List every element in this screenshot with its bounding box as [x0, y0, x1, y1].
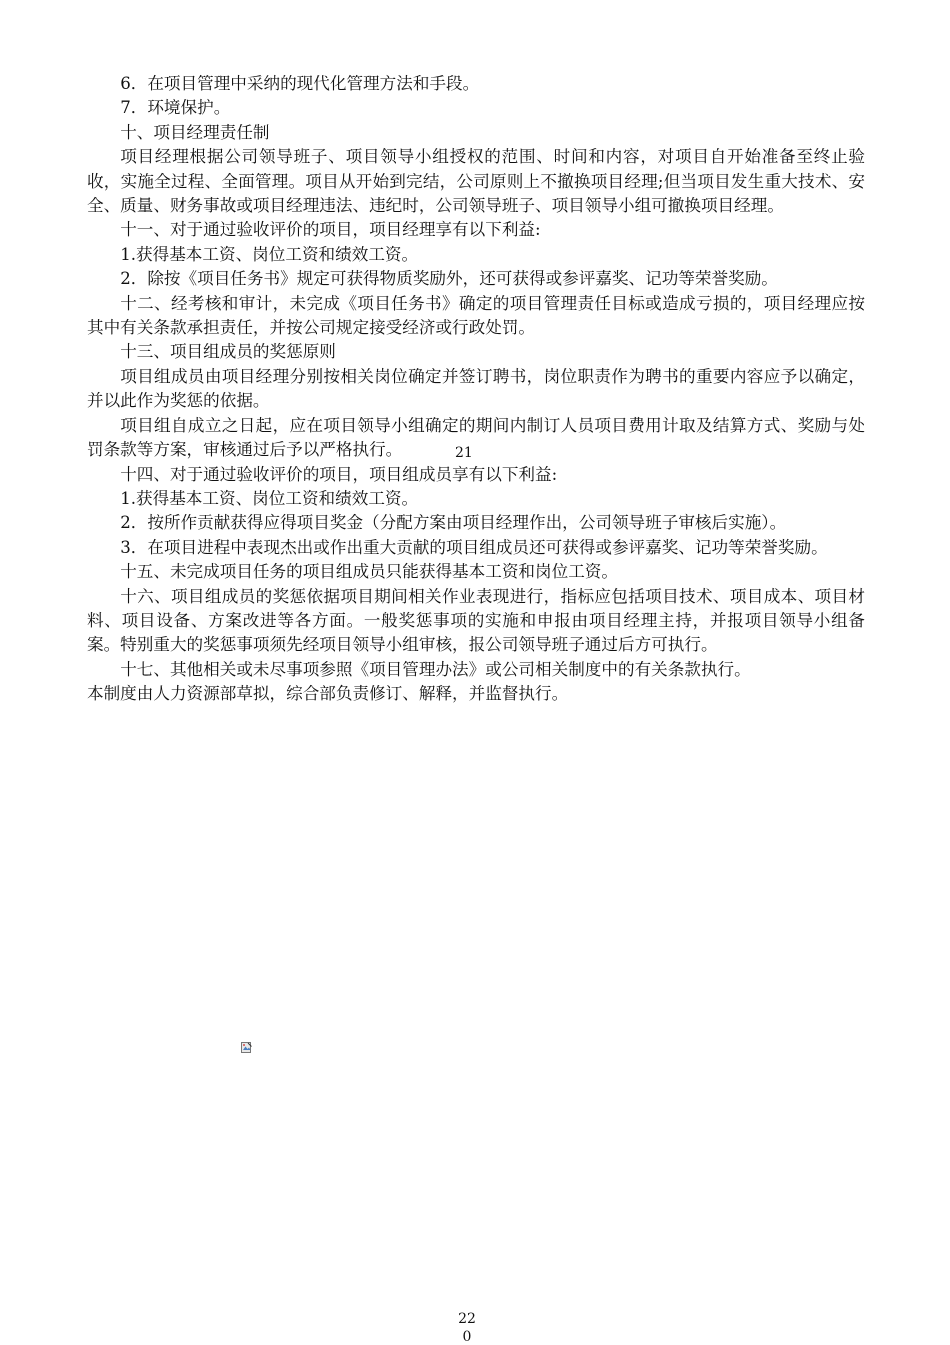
document-body	[87, 72, 865, 707]
list-item: 2．除按《项目任务书》规定可获得物质奖励外，还可获得或参评嘉奖、记功等荣誉奖励。	[120, 269, 778, 289]
paragraph: 7．环境保护。	[120, 98, 231, 118]
list-item: 2．按所作贡献获得应得项目奖金（分配方案由项目经理作出，公司领导班子审核后实施）。	[120, 513, 787, 533]
section-heading: 十三、项目组成员的奖惩原则	[120, 342, 336, 362]
paragraph: 十五、未完成项目任务的项目组成员只能获得基本工资和岗位工资。	[120, 562, 618, 582]
paragraph: 项目经理根据公司领导班子、项目领导小组授权的范围、时间和内容，对项目自开始准备至终止验收，实施全过程、全面管理。项目从开始到完结，公司原则上不撤换项目经理;但当项目发生重大技术、安全、质量、财务事故或项目经理违法、违纪时，公司领导班子、项目领导小组可撤换项目经理。	[87, 147, 865, 216]
paragraph: 十二、经考核和审计，未完成《项目任务书》确定的项目管理责任目标或造成亏损的，项目经理应按其中有关条款承担责任，并按公司规定接受经济或行政处罚。	[87, 293, 865, 338]
overlay-page-number: 21	[455, 445, 473, 461]
page-number: 22	[458, 1311, 476, 1327]
list-item: 1.获得基本工资、岗位工资和绩效工资。	[120, 244, 419, 264]
list-item: 3．在项目进程中表现杰出或作出重大贡献的项目组成员还可获得或参评嘉奖、记功等荣誉奖励。	[120, 537, 828, 557]
page-number-tail: 0	[462, 1329, 472, 1345]
paragraph: 本制度由人力资源部草拟，综合部负责修订、解释，并监督执行。	[87, 684, 569, 704]
paragraph: 项目组自成立之日起，应在项目领导小组确定的期间内制订人员项目费用计取及结算方式、奖励与处罚条款等方案，审核通过后予以严格执行。	[87, 415, 865, 460]
section-heading: 十、项目经理责任制	[120, 122, 270, 142]
paragraph: 6．在项目管理中采纳的现代化管理方法和手段。	[120, 74, 480, 93]
list-item: 1.获得基本工资、岗位工资和绩效工资。	[120, 488, 419, 508]
broken-image-icon	[241, 1042, 252, 1053]
paragraph: 十七、其他相关或未尽事项参照《项目管理办法》或公司相关制度中的有关条款执行。	[120, 659, 751, 679]
paragraph: 项目组成员由项目经理分别按相关岗位确定并签订聘书，岗位职责作为聘书的重要内容应予以确定，并以此作为奖惩的依据。	[87, 366, 865, 411]
paragraph: 十六、项目组成员的奖惩依据项目期间相关作业表现进行，指标应包括项目技术、项目成本、项目材料、项目设备、方案改进等各方面。一般奖惩事项的实施和申报由项目经理主持，并报项目领导小组备案。特别重大的奖惩事项须先经项目领导小组审核，报公司领导班子通过后方可执行。	[87, 586, 865, 655]
section-heading: 十一、对于通过验收评价的项目，项目经理享有以下利益:	[120, 220, 541, 240]
section-heading: 十四、对于通过验收评价的项目，项目组成员享有以下利益:	[120, 464, 558, 484]
